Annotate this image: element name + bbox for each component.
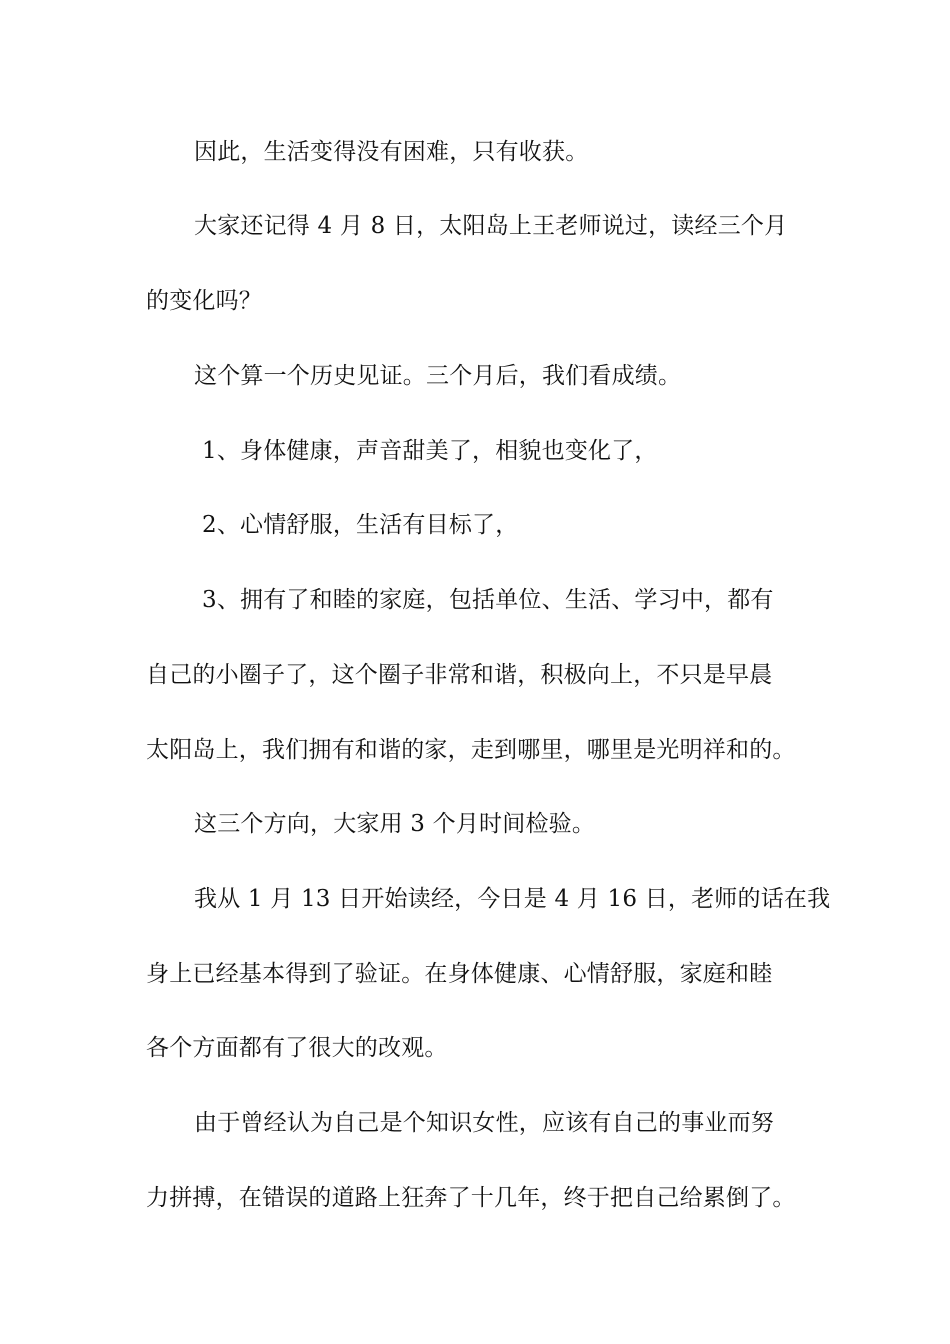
paragraph-line: 因此，生活变得没有困难，只有收获。 xyxy=(194,139,589,165)
paragraph-line: 这三个方向，大家用 3 个月时间检验。 xyxy=(194,811,596,837)
list-item-line: 3、拥有了和睦的家庭，包括单位、生活、学习中，都有 xyxy=(202,587,774,613)
paragraph-line: 身上已经基本得到了验证。在身体健康、心情舒服，家庭和睦 xyxy=(146,961,773,987)
paragraph-line: 由于曾经认为自己是个知识女性，应该有自己的事业而努 xyxy=(194,1110,774,1136)
paragraph-line: 这个算一个历史见证。三个月后，我们看成绩。 xyxy=(194,363,682,389)
paragraph-line: 的变化吗？ xyxy=(146,288,262,314)
list-item-line: 1、身体健康，声音甜美了，相貌也变化了， xyxy=(202,438,658,464)
paragraph-line: 力拼搏，在错误的道路上狂奔了十几年，终于把自己给累倒了。 xyxy=(146,1185,796,1211)
paragraph-line: 我从 1 月 13 日开始读经，今日是 4 月 16 日，老师的话在我 xyxy=(194,886,831,912)
paragraph-line: 自己的小圈子了，这个圈子非常和谐，积极向上，不只是早晨 xyxy=(146,662,773,688)
list-item-line: 2、心情舒服，生活有目标了， xyxy=(202,512,519,538)
paragraph-line: 各个方面都有了很大的改观。 xyxy=(146,1035,448,1061)
paragraph-line: 太阳岛上，我们拥有和谐的家，走到哪里，哪里是光明祥和的。 xyxy=(146,737,796,763)
paragraph-line: 大家还记得 4 月 8 日，太阳岛上王老师说过，读经三个月 xyxy=(194,213,788,239)
